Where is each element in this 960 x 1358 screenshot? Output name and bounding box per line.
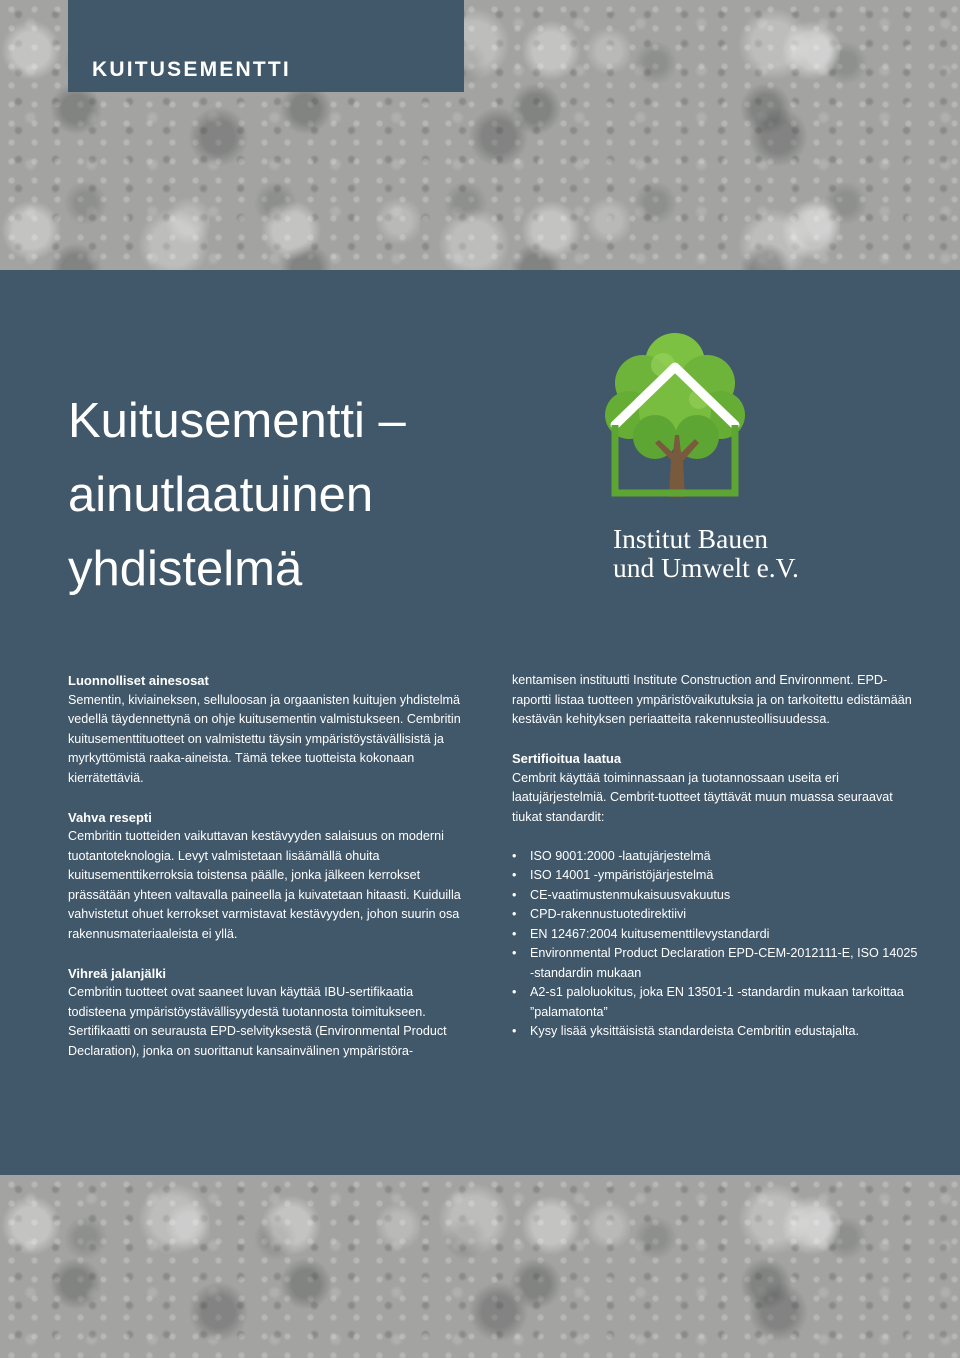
list-item: • ISO 14001 -ympäristöjärjestelmä — [512, 866, 922, 886]
page-title — [68, 384, 406, 606]
section-text: Cembritin tuotteet ovat saaneet luvan käyttää IBU-sertifikaatia todisteena ympäristöystävällisyydestä tuotannosta toimitukseen. Sertifikaatti on seurausta EPD-selvityksestä (Environmental Product Declaration), jonka on suorittanut kansainvälinen ympäristöra- — [68, 985, 447, 1058]
tree-house-logo-icon — [595, 325, 755, 505]
section-tag — [68, 0, 464, 92]
left-column — [68, 671, 472, 1061]
section-heading: Sertifioitua laatua — [512, 751, 622, 766]
section-text: Sementin, kiviaineksen, selluloosan ja orgaanisten kuitujen yhdistelmä vedellä täydennettynä on ohje kuitusementin valmistukseen. Cembritin kuitusementtituotteet on valmistettu täysin ympäristöystävällisistä ja myrkyttömistä raaka-aineista. Tämä tekee tuotteista kokonaan kierrätettäviä. — [68, 692, 461, 785]
list-item: • Kysy lisää yksittäisistä standardeista Cembritin edustajalta. — [512, 1022, 922, 1042]
tree-trunk — [655, 435, 699, 497]
concrete-texture-bottom — [0, 1175, 960, 1358]
page-title-line: yhdistelmä — [68, 542, 303, 596]
list-item: • CPD-rakennustuotedirektiivi — [512, 905, 922, 925]
section-heading: Vahva resepti — [68, 809, 152, 825]
section-tag-label: KUITUSEMENTTI — [92, 58, 291, 81]
section-text: Cembrit käyttää toiminnassaan ja tuotannossaan useita eri laatujärjestelmiä. Cembrit-tuotteet täyttävät muun muassa seuraavat tiukat standardit: — [512, 770, 893, 824]
logo-line-1: Institut Bauen — [613, 523, 769, 554]
page-title-line: ainutlaatuinen — [68, 468, 374, 522]
list-item: • EN 12467:2004 kuitusementtilevystandardi — [512, 925, 922, 945]
standards-list — [512, 847, 922, 1042]
list-item: • CE-vaatimustenmukaisuusvakuutus — [512, 886, 922, 906]
page-title-line: Kuitusementti – — [68, 394, 406, 448]
section-text: kentamisen instituutti Institute Construction and Environment. EPD-raportti listaa tuotteen ympäristövaikutuksia ja on tarkoitettu edistämään kestävän kehityksen periaatteita rakennusteollisuudessa. — [512, 673, 912, 726]
right-column — [512, 671, 922, 1042]
list-item: • A2-s1 paloluokitus, joka EN 13501-1 -standardin mukaan tarkoittaa ”palamatonta” — [512, 983, 922, 1022]
list-item: • ISO 9001:2000 -laatujärjestelmä — [512, 847, 922, 867]
section-heading: Luonnolliset ainesosat — [68, 673, 209, 688]
section-heading: Vihreä jalanjälki — [68, 965, 167, 981]
list-item: • Environmental Product Declaration EPD-CEM-2012111-E, ISO 14025 -standardin mukaan — [512, 944, 922, 983]
section-text: Cembritin tuotteiden vaikuttavan kestävyyden salaisuus on moderni tuotantoteknologia. Levyt valmistetaan lisäämällä ohuita kuitusementtikerroksia toistensa päälle, jonka jälkeen kerrokset prässätään yhteen valtavalla paineella ja kuivatetaan hitaasti. Kuiduilla vahvistetut ohuet kerrokset varmistavat kestävyyden, johon suurin osa rakennusmateriaaleista ei yllä. — [68, 829, 461, 941]
logo-wordmark — [613, 524, 799, 582]
logo-line-2: und Umwelt e.V. — [613, 552, 799, 583]
